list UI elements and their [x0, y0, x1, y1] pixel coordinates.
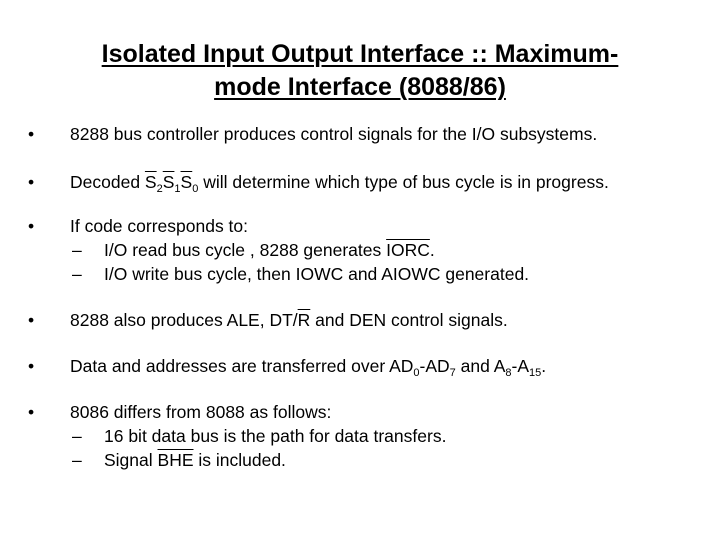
bullet-text: 8086 differs from 8088 as follows: [70, 402, 332, 422]
bullet-icon: • [28, 402, 35, 422]
bullet-icon: • [28, 356, 35, 376]
iorc-signal: IORC [386, 240, 430, 260]
sub-item-bhe: – Signal $\overline{BHE}$ is included. [72, 450, 286, 470]
s2-signal: $\overline{S}$ [144, 172, 157, 192]
dash-icon: – [72, 450, 82, 470]
sub-item-read-cycle: – I/O read bus cycle , 8288 generates IORC. [72, 240, 435, 260]
dash-icon: – [72, 240, 82, 260]
title-line-2: mode Interface (8088/86) [214, 73, 506, 101]
sub-item-write-cycle: – I/O write bus cycle, then IOWC and AIOWC generated. [72, 264, 530, 284]
bullet-icon: • [28, 310, 35, 330]
title-line-1: Isolated Input Output Interface :: Maximum- [101, 40, 619, 68]
bullet-text: 8288 also produces ALE, $DT/\overline{R}$ and DEN control signals. [70, 310, 508, 330]
bullet-icon: • [28, 216, 35, 236]
s0-signal: $\overline{S}$ [180, 172, 193, 192]
dash-icon: – [72, 426, 82, 446]
r-signal: $\overline{R}$ [297, 310, 311, 330]
s1-signal: $\overline{S}$ [162, 172, 175, 192]
slide-title [40, 38, 680, 104]
bullet-text: Data and addresses are transferred over $AD_0-AD_7$ and $A_8-A_{15}$. [70, 356, 547, 379]
sub-item-data-bus: – 16 bit data bus is the path for data transfers. [72, 426, 447, 446]
bullet-icon: • [28, 172, 35, 192]
bullet-icon: • [28, 124, 35, 144]
bullet-text: Decoded $\overline{S}_2\overline{S}_1\overline{S}_0$ will determine which type of bus cycle is in progress. [70, 172, 609, 195]
bullet-text: If code corresponds to: [70, 216, 249, 236]
bullet-text: 8288 bus controller produces control signals for the I/O subsystems. [70, 124, 598, 144]
dash-icon: – [72, 264, 82, 284]
bhe-signal: $\overline{BHE}$ [157, 450, 194, 470]
